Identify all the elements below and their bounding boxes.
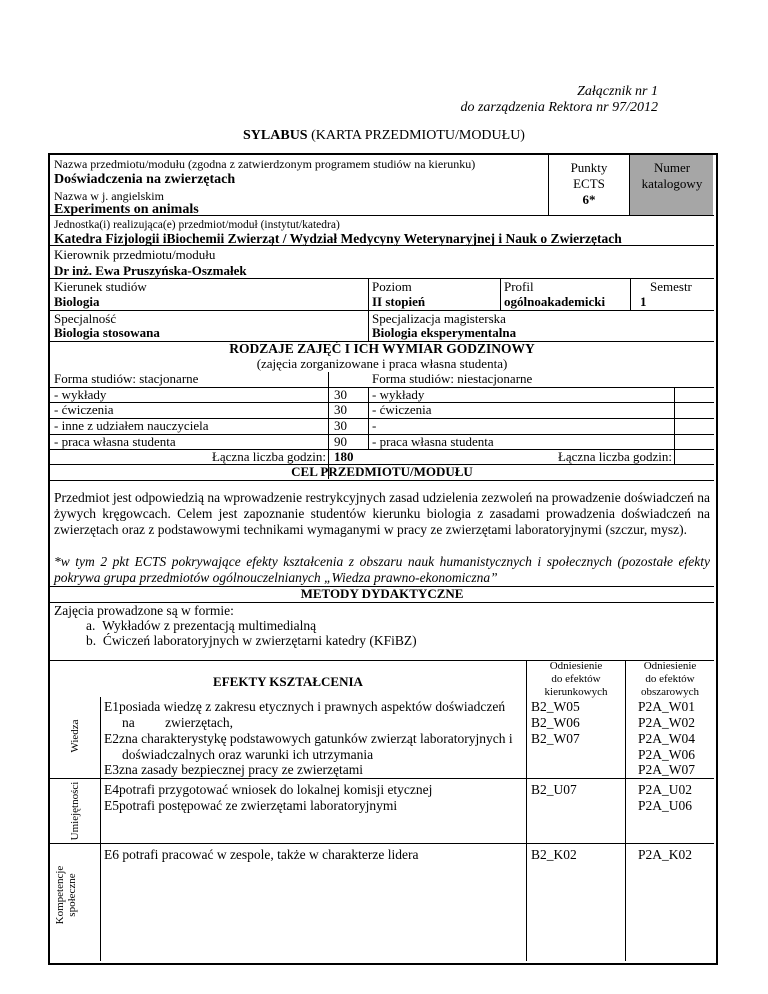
full-row-exercises: - ćwiczenia <box>54 402 114 417</box>
full-row-other-value: 30 <box>334 418 347 433</box>
goal-title: CEL PRZEDMIOTU/MODUŁU <box>291 464 473 479</box>
skills-obsz-1: P2A_U02 <box>638 782 693 797</box>
total-full-value: 180 <box>334 449 354 464</box>
profile-value: ogólnoakademicki <box>504 294 606 309</box>
knowledge-obsz-2: P2A_W02 <box>638 715 695 730</box>
kier-header-2: do efektów <box>551 673 601 685</box>
knowledge-kier-1: B2_W05 <box>531 699 580 714</box>
title-rest: (KARTA PRZEDMIOTU/MODUŁU) <box>311 128 525 143</box>
skills-obsz-2: P2A_U06 <box>638 798 693 813</box>
catalog-label-2: katalogowy <box>641 176 703 191</box>
part-time-label: Forma studiów: niestacjonarne <box>372 371 533 386</box>
knowledge-kier-2: B2_W06 <box>531 715 580 730</box>
method-text-b: Ćwiczeń laboratoryjnych w zwierzętarni katedry (KFiBZ) <box>102 633 417 648</box>
skills-side-label: Umiejętności <box>69 781 81 841</box>
methods-title: METODY DYDAKTYCZNE <box>300 586 464 601</box>
full-row-lectures-value: 30 <box>334 387 347 402</box>
ects-label-2: ECTS <box>573 176 605 191</box>
part-row-self: - praca własna studenta <box>372 434 494 449</box>
knowledge-line-4: doświadczalnych oraz warunki ich utrzymania <box>122 747 374 762</box>
field-value: Biologia <box>54 294 100 309</box>
goal-note: *w tym 2 pkt ECTS pokrywające efekty kształcenia z obszaru nauk humanistycznych i społecznych (pozostałe efekty pokrywa grupa przedmiotów ogólnouczelnianych „Wiedza prawno-ekonomiczna” <box>54 554 710 585</box>
english-name-label: Nazwa w j. angielskim <box>54 189 164 203</box>
course-name-label: Nazwa przedmiotu/modułu (zgodna z zatwierdzonym programem studiów na kierunku) <box>54 157 476 171</box>
part-row-other: - <box>372 418 377 433</box>
knowledge-line-2: na zwierzętach, <box>122 715 233 730</box>
knowledge-obsz-4: P2A_W06 <box>638 747 695 762</box>
full-row-self-value: 90 <box>334 434 347 449</box>
full-row-exercises-value: 30 <box>334 402 347 417</box>
head-value: Dr inż. Ewa Pruszyńska-Oszmałek <box>54 263 247 278</box>
ects-label-1: Punkty <box>570 160 608 175</box>
social-kier-1: B2_K02 <box>531 847 577 862</box>
skills-kier-1: B2_U07 <box>531 782 577 797</box>
field-label: Kierunek studiów <box>54 279 147 294</box>
english-name-value: Experiments on animals <box>54 202 199 217</box>
social-side-label-2: społeczne <box>66 873 78 917</box>
methods-intro: Zajęcia prowadzone są w formie: <box>54 603 234 618</box>
spec-label: Specjalność <box>54 311 117 326</box>
knowledge-obsz-5: P2A_W07 <box>638 762 695 777</box>
knowledge-obsz-1: P2A_W01 <box>638 699 695 714</box>
semester-label: Semestr <box>650 279 692 294</box>
method-text-a: Wykładów z prezentacją multimedialną <box>102 618 317 633</box>
knowledge-obsz-3: P2A_W04 <box>638 731 695 746</box>
mspec-label: Specjalizacja magisterska <box>372 311 506 326</box>
title-bold: SYLABUS <box>243 128 308 143</box>
knowledge-kier-3: B2_W07 <box>531 731 580 746</box>
obsz-header-2: do efektów <box>645 673 695 685</box>
unit-value: Katedra Fizjologii iBiochemii Zwierząt / Wydział Medycyny Weterynaryjnej i Nauk o Zwierzętach <box>54 231 622 246</box>
part-row-lectures: - wykłady <box>372 387 425 402</box>
obsz-header-1: Odniesienie <box>643 660 697 672</box>
full-row-self: - praca własna studenta <box>54 434 176 449</box>
head-label: Kierownik przedmiotu/modułu <box>54 247 216 262</box>
semester-value: 1 <box>640 294 647 309</box>
obsz-header-3: obszarowych <box>640 686 700 698</box>
course-name-value: Doświadczenia na zwierzętach <box>54 172 236 187</box>
method-marker-b: b. <box>86 633 97 648</box>
knowledge-line-5: E3zna zasady bezpiecznej pracy ze zwierzętami <box>104 762 363 777</box>
kier-header-1: Odniesienie <box>549 660 603 672</box>
hours-subtitle: (zajęcia zorganizowane i praca własna studenta) <box>256 356 508 371</box>
level-value: II stopień <box>372 294 426 309</box>
catalog-label-1: Numer <box>653 160 691 175</box>
social-obsz-1: P2A_K02 <box>638 847 693 862</box>
skills-line-2: E5potrafi postępować ze zwierzętami laboratoryjnymi <box>104 798 398 813</box>
spec-value: Biologia stosowana <box>54 325 160 340</box>
method-marker-a: a. <box>86 618 96 633</box>
social-side-label-1: Kompetencje <box>54 865 66 925</box>
full-time-label: Forma studiów: stacjonarne <box>54 371 199 386</box>
ects-value: 6* <box>582 192 596 207</box>
kier-header-3: kierunkowych <box>544 686 608 698</box>
method-item-b <box>86 633 417 649</box>
knowledge-line-3: E2zna charakterystykę podstawowych gatunków zwierząt laboratoryjnych i <box>104 731 513 746</box>
goal-text: Przedmiot jest odpowiedzią na wprowadzenie restrykcyjnych zasad udzielenia zezwoleń na prowadzenie doświadczeń na żywych kręgowcach. Celem jest zapoznanie studentów kierunku biologia z zasadami prowadzenia doświadczeń na zwierzętach oraz z podstawowymi technikami wymaganymi w pracy ze zwierzętami laboratoryjnymi (szczur, mysz). <box>54 490 710 537</box>
mspec-value: Biologia eksperymentalna <box>372 325 517 340</box>
unit-label: Jednostka(i) realizująca(e) przedmiot/moduł (instytut/katedra) <box>54 219 340 231</box>
part-row-exercises: - ćwiczenia <box>372 402 432 417</box>
knowledge-line-1: E1posiada wiedzę z zakresu etycznych i prawnych aspektów doświadczeń <box>104 699 506 714</box>
full-row-other: - inne z udziałem nauczyciela <box>54 418 209 433</box>
level-label: Poziom <box>372 279 412 294</box>
knowledge-side-label: Wiedza <box>69 719 81 753</box>
full-row-lectures: - wykłady <box>54 387 107 402</box>
profile-label: Profil <box>504 279 534 294</box>
skills-line-1: E4potrafi przygotować wniosek do lokalnej komisji etycznej <box>104 782 433 797</box>
document-title <box>0 128 768 144</box>
total-part-label: Łączna liczba godzin: <box>557 449 672 464</box>
method-item-a <box>86 618 316 634</box>
regulation-label: do zarządzenia Rektora nr 97/2012 <box>460 100 658 115</box>
outcomes-title: EFEKTY KSZTAŁCENIA <box>213 674 363 689</box>
hours-title: RODZAJE ZAJĘĆ I ICH WYMIAR GODZINOWY <box>229 341 535 356</box>
total-full-label: Łączna liczba godzin: <box>211 449 326 464</box>
social-line-1: E6 potrafi pracować w zespole, także w charakterze lidera <box>104 847 419 862</box>
attachment-label: Załącznik nr 1 <box>577 84 658 99</box>
